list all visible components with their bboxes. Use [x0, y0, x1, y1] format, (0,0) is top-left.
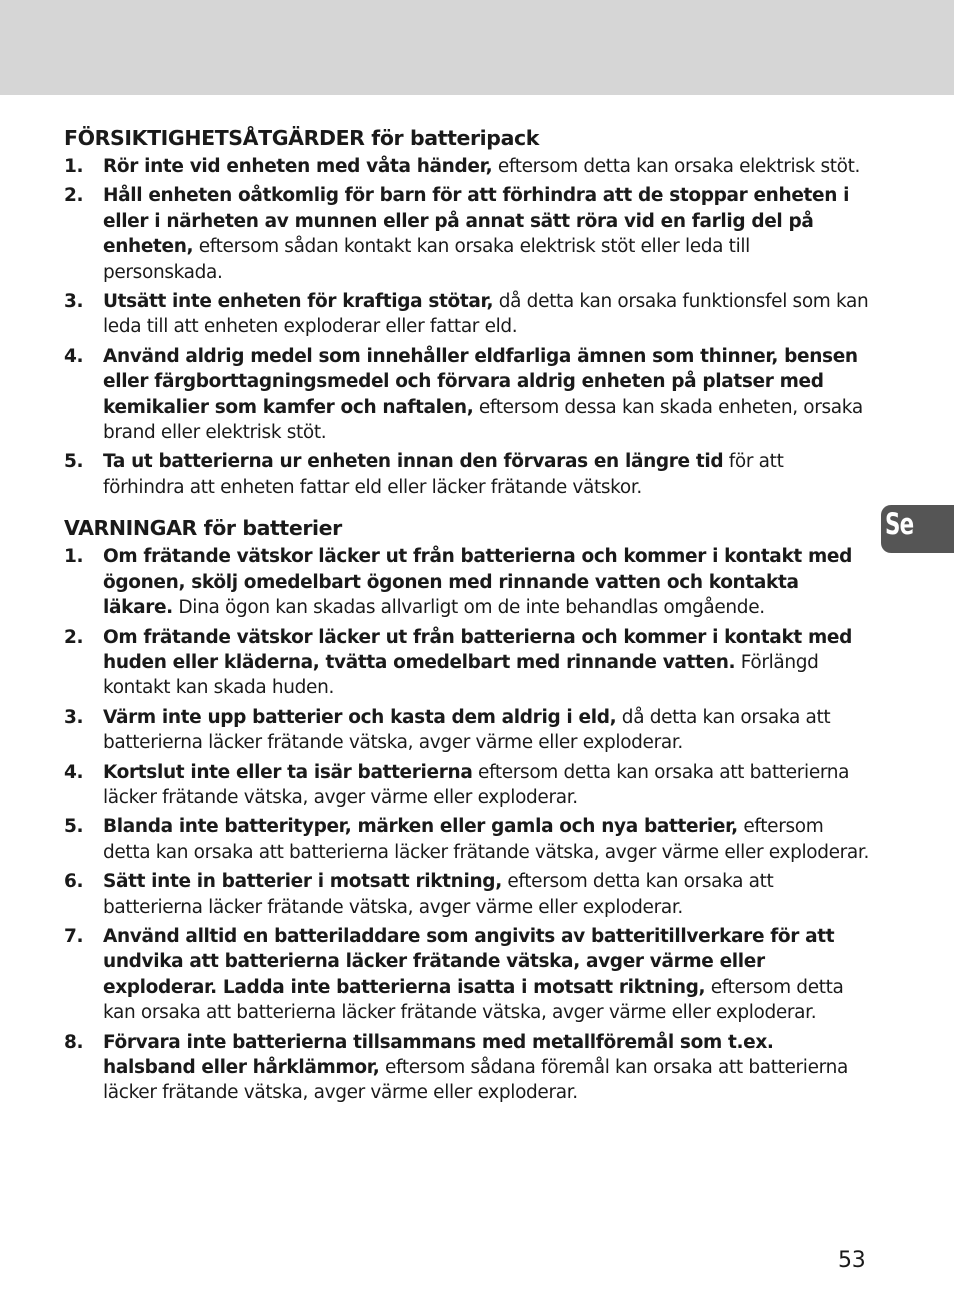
item-body-text: eftersom dessa kan skada enheten, orsaka brand eller elektrisk stöt.: [103, 396, 863, 444]
item-number: 3.: [64, 291, 84, 313]
item-number: 8.: [64, 1031, 84, 1053]
list-item: [64, 924, 870, 1026]
list-item: [64, 869, 870, 920]
item-number: 1.: [64, 546, 84, 568]
item-body-text: Dina ögon kan skadas allvarligt om de inte behandlas omgående.: [172, 597, 765, 619]
list-item: [64, 344, 870, 446]
battery-warnings-list: [64, 544, 870, 1106]
item-bold-text: Rör inte vid enheten med våta händer,: [103, 156, 493, 177]
item-number: 5.: [64, 451, 84, 473]
item-number: 2.: [64, 185, 84, 207]
item-number: 1.: [64, 156, 84, 177]
list-item: [64, 544, 870, 620]
page-content: [64, 124, 870, 1110]
list-item: [64, 289, 870, 340]
language-tab: [881, 505, 954, 553]
list-item: [64, 154, 870, 179]
language-tab-label: Se: [885, 507, 914, 541]
item-bold-text: Blanda inte batterityper, märken eller gamla och nya batterier,: [103, 816, 738, 838]
header-band: [0, 0, 954, 95]
page-number: 53: [838, 1248, 866, 1273]
item-bold-text: Värm inte upp batterier och kasta dem aldrig i eld,: [103, 706, 617, 728]
item-body-text: eftersom detta kan orsaka att batterierna läcker frätande vätska, avger värme eller exploderar.: [103, 761, 850, 808]
item-body-text: Förlängd kontakt kan skada huden.: [103, 651, 819, 699]
battery-pack-precautions-list: [64, 154, 870, 500]
list-item: [64, 449, 870, 500]
item-number: 4.: [64, 345, 84, 367]
section-title-battery-pack-precautions: FÖRSIKTIGHETSÅTGÄRDER för batteripack: [64, 126, 539, 150]
list-item: [64, 625, 870, 701]
item-body-text: för att förhindra att enheten fattar eld eller läcker frätande vätskor.: [103, 451, 784, 498]
item-body-text: eftersom detta kan orsaka elektrisk stöt.: [492, 156, 861, 177]
list-item: [64, 183, 870, 285]
item-body-text: eftersom detta kan orsaka att batterierna läcker frätande vätska, avger värme eller exploderar.: [103, 976, 844, 1024]
item-bold-text: Använd aldrig medel som innehåller eldfarliga ämnen som thinner, bensen eller färgborttagningsmedel och förvara aldrig enheten på platser med kemikalier som kamfer och naftalen,: [103, 345, 858, 418]
item-number: 2.: [64, 626, 84, 648]
item-body-text: då detta kan orsaka funktionsfel som kan leda till att enheten exploderar eller fattar eld.: [103, 291, 869, 338]
item-body-text: eftersom sådan kontakt kan orsaka elektrisk stöt eller leda till personskada.: [103, 236, 750, 283]
item-body-text: eftersom sådana föremål kan orsaka att batterierna läcker frätande vätska, avger värme eller exploderar.: [103, 1057, 848, 1104]
item-bold-text: Ta ut batterierna ur enheten innan den förvaras en längre tid: [103, 451, 724, 473]
item-body-text: eftersom detta kan orsaka att batterierna läcker frätande vätska, avger värme eller exploderar.: [103, 816, 869, 863]
item-bold-text: Om frätande vätskor läcker ut från batterierna och kommer i kontakt med huden eller kläderna, tvätta omedelbart med rinnande vatten.: [103, 626, 852, 673]
item-number: 5.: [64, 816, 84, 838]
section-title-battery-warnings: VARNINGAR för batterier: [64, 516, 342, 541]
item-number: 3.: [64, 706, 84, 728]
list-item: [64, 814, 870, 865]
item-bold-text: Utsätt inte enheten för kraftiga stötar,: [103, 291, 494, 313]
item-bold-text: Kortslut inte eller ta isär batterierna: [103, 761, 473, 783]
list-item: [64, 1030, 870, 1106]
item-bold-text: Förvara inte batterierna tillsammans med metallföremål som t.ex. halsband eller hårklämmor,: [103, 1031, 774, 1078]
item-bold-text: Sätt inte in batterier i motsatt riktning,: [103, 871, 502, 893]
item-bold-text: Använd alltid en batteriladdare som angivits av batteritillverkare för att undvika att batterierna läcker frätande vätska, avger värme eller exploderar. Ladda inte batterierna isatta i motsatt riktning,: [103, 925, 835, 998]
item-body-text: eftersom detta kan orsaka att batterierna läcker frätande vätska, avger värme eller exploderar.: [103, 871, 774, 918]
item-body-text: då detta kan orsaka att batterierna läcker frätande vätska, avger värme eller exploderar.: [103, 706, 831, 754]
item-bold-text: Håll enheten oåtkomlig för barn för att förhindra att de stoppar enheten i eller i närheten av munnen eller på annat sätt röra vid en farlig del på enheten,: [103, 185, 850, 258]
item-number: 7.: [64, 925, 84, 947]
list-item: [64, 760, 870, 811]
list-item: [64, 705, 870, 756]
item-number: 4.: [64, 761, 84, 783]
item-number: 6.: [64, 871, 84, 893]
item-bold-text: Om frätande vätskor läcker ut från batterierna och kommer i kontakt med ögonen, skölj omedelbart ögonen med rinnande vatten och kontakta läkare.: [103, 546, 852, 619]
